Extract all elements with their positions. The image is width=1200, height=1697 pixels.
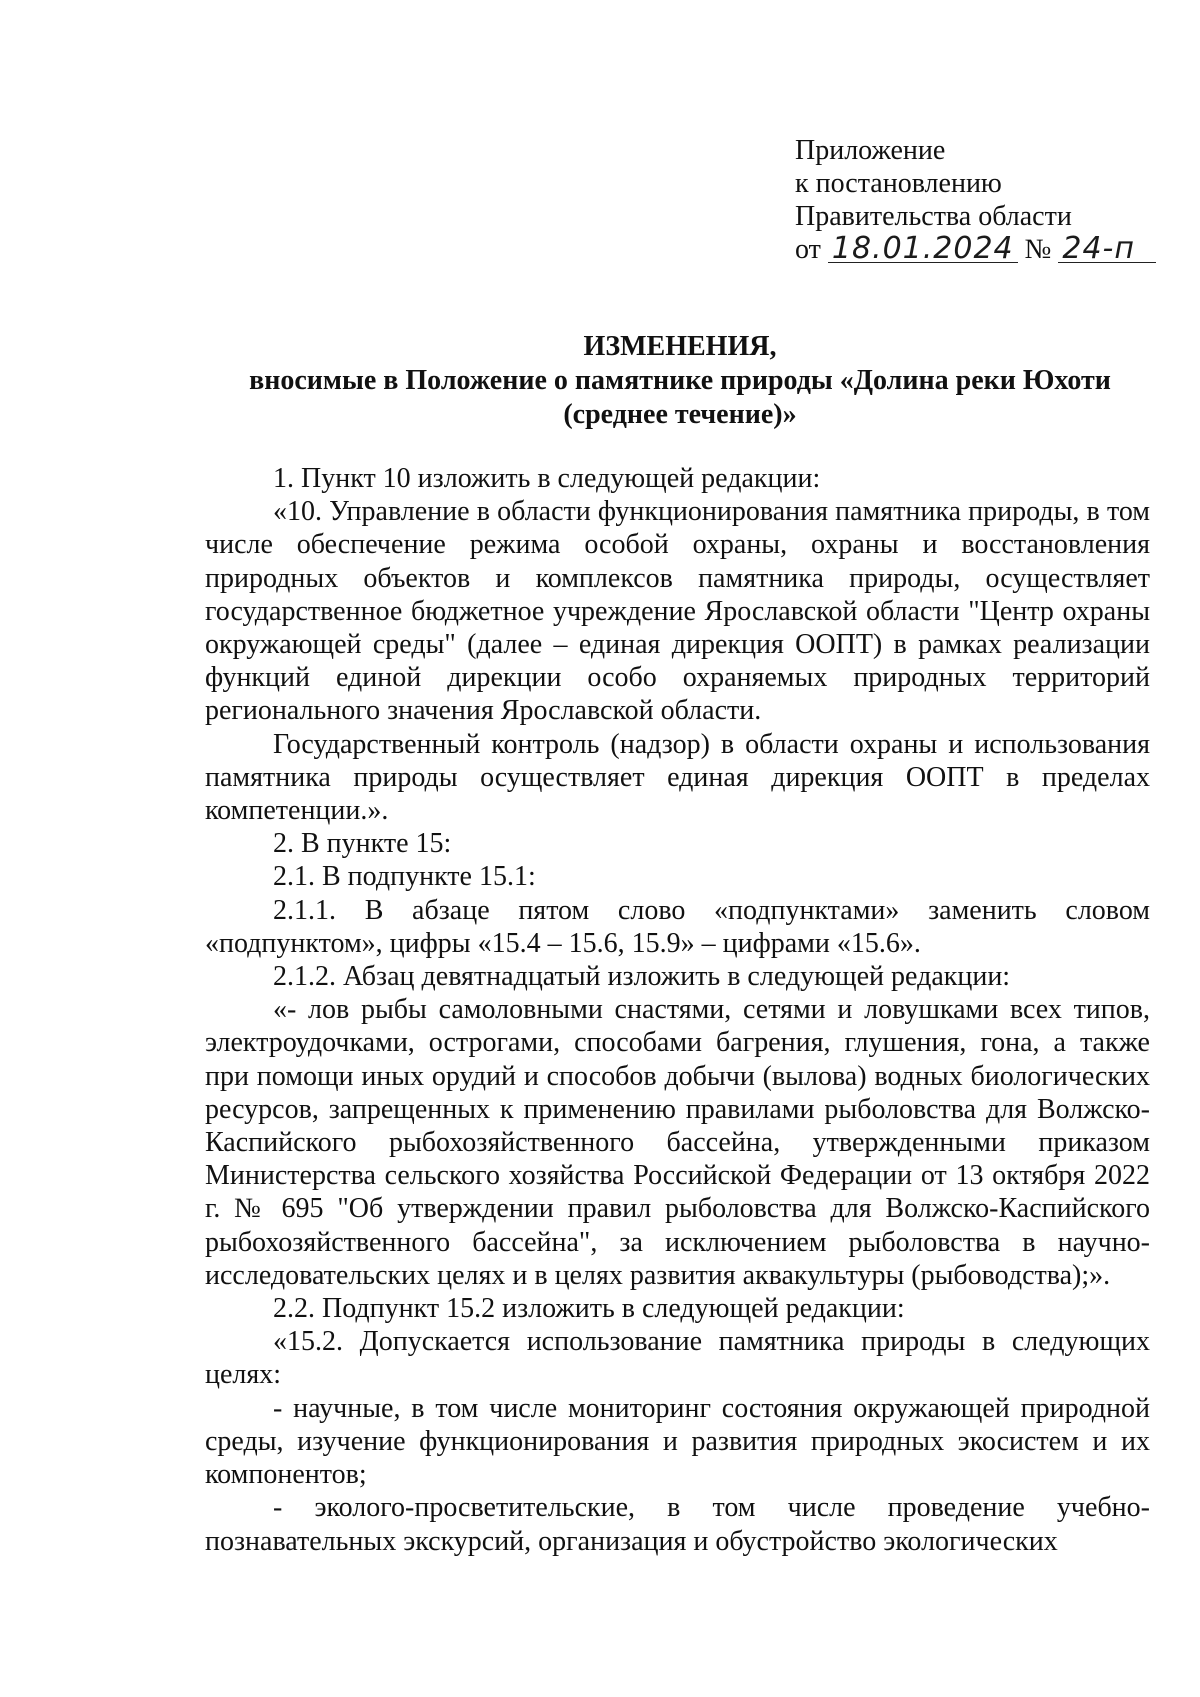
paragraph: «10. Управление в области функционирования памятника природы, в том числе обеспечение режима особой охраны, охраны и восстановления природных объектов и комплексов памятника природы, осуществляет государственное бюджетное учреждение Ярославской области "Центр охраны окружающей среды" (далее – единая дирекция ООПТ) в рамках реализации функций единой дирекции особо охраняемых природных территорий регионального значения Ярославской области. — [205, 496, 1150, 727]
paragraph: «15.2. Допускается использование памятника природы в следующих целях: — [205, 1326, 1150, 1391]
title-subtitle-line-2: (среднее течение)» — [563, 399, 797, 430]
paragraph: - научные, в том числе мониторинг состояния окружающей природной среды, изучение функционирования и развития природных экосистем и их компонентов; — [205, 1392, 1150, 1491]
title-main: ИЗМЕНЕНИЯ, — [583, 331, 777, 362]
document-body — [205, 462, 1150, 1558]
paragraph: 2.1.2. Абзац девятнадцатый изложить в следующей редакции: — [273, 961, 1011, 993]
appendix-date-number-line — [795, 233, 1156, 266]
appendix-line-1: Приложение — [795, 135, 946, 166]
handwritten-number: 24-п — [1058, 236, 1156, 263]
paragraph: «- лов рыбы самоловными снастями, сетями и ловушками всех типов, электроудочками, острогами, способами багрения, глушения, гона, а также при помощи иных орудий и способов добычи (вылова) водных биологических ресурсов, запрещенных к применению правилами рыболовства для Волжско-Каспийского рыбохозяйственного бассейна, утвержденными приказом Министерства сельского хозяйства Российской Федерации от 13 октября 2022 г. № 695 "Об утверждении правил рыболовства для Волжско-Каспийского рыбохозяйственного бассейна", за исключением рыболовства в научно-исследовательских целях и в целях развития аквакультуры (рыбоводства);». — [205, 994, 1150, 1291]
appendix-line-3: Правительства области — [795, 201, 1072, 232]
handwritten-date: 18.01.2024 — [828, 236, 1018, 263]
appendix-line-2: к постановлению — [795, 168, 1002, 199]
paragraph: Государственный контроль (надзор) в области охраны и использования памятника природы осуществляет единая дирекция ООПТ в пределах компетенции.». — [205, 728, 1150, 827]
paragraph: 2.1. В подпункте 15.1: — [273, 861, 536, 893]
number-label: № — [1024, 234, 1052, 265]
appendix-header — [795, 134, 1156, 266]
paragraph: 2. В пункте 15: — [273, 828, 452, 860]
from-label: от — [795, 234, 821, 265]
document-title — [205, 330, 1155, 432]
title-subtitle-line-1: вносимые в Положение о памятнике природы «Долина реки Юхоти — [249, 365, 1111, 396]
paragraph: - эколого-просветительские, в том числе проведение учебно-познавательных экскурсий, организация и обустройство экологических — [205, 1492, 1150, 1557]
paragraph: 1. Пункт 10 изложить в следующей редакции: — [273, 463, 821, 494]
paragraph: 2.2. Подпункт 15.2 изложить в следующей редакции: — [273, 1293, 905, 1325]
paragraph: 2.1.1. В абзаце пятом слово «подпунктами» заменить словом «подпунктом», цифры «15.4 – 15.6, 15.9» – цифрами «15.6». — [205, 894, 1150, 959]
